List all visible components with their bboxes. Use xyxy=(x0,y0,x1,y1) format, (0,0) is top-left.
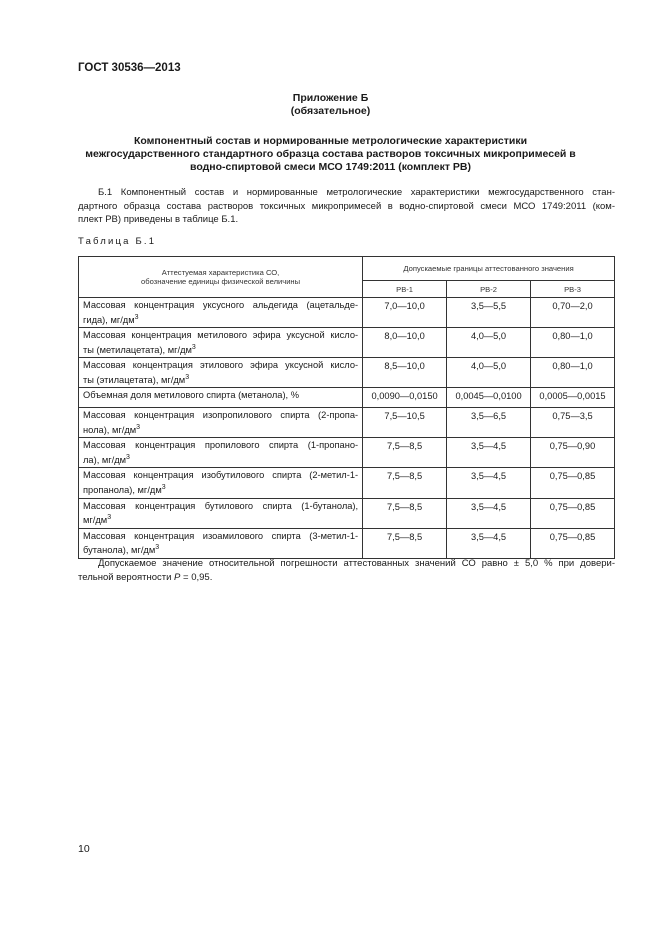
characteristic-text: Массовая концентрация изоамилового спирта (3-метил-1- xyxy=(83,530,359,541)
value-cell: 4,0—5,0 xyxy=(447,358,531,388)
value-cell: 7,5—8,5 xyxy=(363,438,447,468)
characteristic-unit: ты (метилацетата), мг/дм xyxy=(83,344,192,355)
characteristic-header-line: обозначение единицы физической величины xyxy=(141,277,301,286)
unit-exponent: 3 xyxy=(134,313,139,321)
characteristic-cell xyxy=(79,408,363,438)
characteristic-cell xyxy=(79,528,363,558)
table-row xyxy=(79,528,615,558)
value-cell: 0,0090—0,0150 xyxy=(363,388,447,408)
characteristic-text xyxy=(83,312,358,327)
characteristic-header xyxy=(79,257,363,298)
value-cell: 7,0—10,0 xyxy=(363,298,447,328)
characteristic-text: Массовая концентрация уксусного альдегида (ацетальде- xyxy=(83,300,359,310)
value-cell: 0,75—3,5 xyxy=(531,408,615,438)
note-paragraph xyxy=(78,557,615,584)
heading-line: водно-спиртовой смеси МСО 1749:2011 (комплект РВ) xyxy=(190,161,471,173)
column-header: РВ-3 xyxy=(531,281,615,298)
value-cell: 3,5—4,5 xyxy=(447,528,531,558)
table-row xyxy=(79,328,615,358)
value-cell: 7,5—8,5 xyxy=(363,528,447,558)
value-cell: 0,0045—0,0100 xyxy=(447,388,531,408)
value-cell: 0,80—1,0 xyxy=(531,358,615,388)
characteristic-text xyxy=(83,482,358,497)
value-cell: 3,5—4,5 xyxy=(447,438,531,468)
appendix-title: Приложение Б xyxy=(292,92,369,104)
unit-exponent: 3 xyxy=(185,373,190,381)
table-row xyxy=(79,468,615,498)
appendix-status: (обязательное) xyxy=(290,105,371,117)
value-cell: 3,5—5,5 xyxy=(447,298,531,328)
table-row xyxy=(79,358,615,388)
data-table xyxy=(78,256,615,559)
value-cell: 7,5—8,5 xyxy=(363,468,447,498)
characteristic-cell xyxy=(79,358,363,388)
characteristic-text: Массовая концентрация бутилового спирта (1-бутанола), xyxy=(83,500,359,511)
table-row xyxy=(79,438,615,468)
characteristic-text xyxy=(83,422,358,437)
characteristic-cell xyxy=(79,388,363,408)
characteristic-text: Массовая концентрация этилового эфира уксусной кисло- xyxy=(83,360,359,371)
unit-exponent: 3 xyxy=(107,514,112,522)
unit-exponent: 3 xyxy=(155,544,160,552)
limits-header: Допускаемые границы аттестованного значения xyxy=(363,257,615,281)
heading-line: межгосударственного стандартного образца состава растворов токсичных микропримесей в xyxy=(85,148,576,160)
page-number: 10 xyxy=(78,843,90,855)
value-cell: 0,75—0,85 xyxy=(531,468,615,498)
table-row xyxy=(79,388,615,408)
value-cell: 3,5—6,5 xyxy=(447,408,531,438)
unit-exponent: 3 xyxy=(126,453,130,461)
characteristic-unit: ты (этилацетата), мг/дм xyxy=(83,374,186,385)
column-header: РВ-1 xyxy=(363,281,447,298)
characteristic-text xyxy=(83,542,358,557)
value-cell: 0,75—0,85 xyxy=(531,528,615,558)
appendix-heading xyxy=(60,135,601,174)
value-cell: 7,5—10,5 xyxy=(363,408,447,438)
intro-line: Б.1 Компонентный состав и нормированные метрологические характеристики межгосударственного стан- xyxy=(98,187,615,198)
intro-paragraph xyxy=(78,186,615,227)
table-row xyxy=(79,298,615,328)
value-cell: 0,80—1,0 xyxy=(531,328,615,358)
characteristic-unit: пропанола), мг/дм xyxy=(83,485,162,496)
characteristic-cell xyxy=(79,468,363,498)
note-text: тельной вероятности xyxy=(78,571,175,583)
value-cell: 0,0005—0,0015 xyxy=(531,388,615,408)
characteristic-cell xyxy=(79,438,363,468)
characteristic-unit: бутанола), мг/дм xyxy=(83,545,156,556)
characteristic-text xyxy=(83,512,358,527)
value-cell: 3,5—4,5 xyxy=(447,498,531,528)
characteristic-unit: гида), мг/дм xyxy=(83,314,135,325)
table-row xyxy=(79,498,615,528)
standard-designation: ГОСТ 30536—2013 xyxy=(78,62,181,74)
probability-symbol: P xyxy=(174,571,181,583)
value-cell: 0,75—0,90 xyxy=(531,438,615,468)
characteristic-text: Массовая концентрация метилового эфира уксусной кисло- xyxy=(83,330,359,341)
unit-exponent: 3 xyxy=(191,343,196,351)
characteristic-text: Массовая концентрация изобутилового спирта (2-метил-1- xyxy=(83,470,359,481)
intro-line: дартного образца состава растворов токсичных микропримесей в водно-спиртовой смеси МСО 1749:2011 (ком- xyxy=(78,200,615,212)
value-cell: 8,0—10,0 xyxy=(363,328,447,358)
unit-exponent: 3 xyxy=(136,423,141,431)
characteristic-text: Массовая концентрация пропилового спирта (1-пропано- xyxy=(83,440,359,451)
value-cell: 0,70—2,0 xyxy=(531,298,615,328)
value-cell: 8,5—10,0 xyxy=(363,358,447,388)
characteristic-unit: мг/дм xyxy=(83,515,108,526)
table-label: Таблица Б.1 xyxy=(78,236,157,247)
characteristic-cell xyxy=(79,328,363,358)
characteristic-text: Массовая концентрация изопропилового спирта (2-пропа- xyxy=(83,410,359,421)
characteristic-unit: ла), мг/дм xyxy=(83,454,127,465)
characteristic-text: Объемная доля метилового спирта (метанола), % xyxy=(83,390,299,401)
unit-exponent: 3 xyxy=(161,483,166,491)
value-cell: 0,75—0,85 xyxy=(531,498,615,528)
value-cell: 7,5—8,5 xyxy=(363,498,447,528)
note-line xyxy=(78,571,615,585)
characteristic-cell xyxy=(79,298,363,328)
characteristic-cell xyxy=(79,498,363,528)
note-text: = 0,95. xyxy=(180,571,213,583)
column-header: РВ-2 xyxy=(447,281,531,298)
intro-line: плект РВ) приведены в таблице Б.1. xyxy=(78,214,239,225)
value-cell: 4,0—5,0 xyxy=(447,328,531,358)
heading-line: Компонентный состав и нормированные метрологические характеристики xyxy=(133,135,528,147)
characteristic-unit: нола), мг/дм xyxy=(83,424,137,435)
note-line: Допускаемое значение относительной погрешности аттестованных значений СО равно ± 5,0 % при довери- xyxy=(98,558,615,569)
characteristic-text xyxy=(83,372,358,387)
characteristic-text xyxy=(83,342,358,357)
table-row xyxy=(79,408,615,438)
characteristic-header-line: Аттестуемая характеристика СО, xyxy=(161,268,280,277)
value-cell: 3,5—4,5 xyxy=(447,468,531,498)
characteristic-text xyxy=(83,452,358,467)
